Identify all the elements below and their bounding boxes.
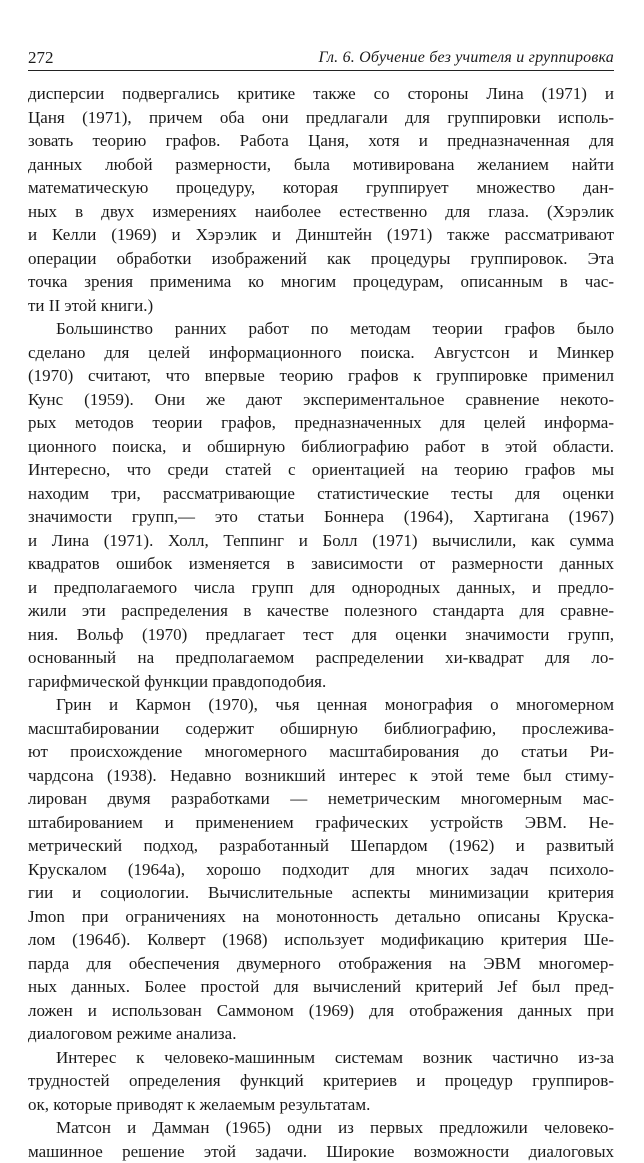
book-page (28, 0, 614, 1000)
text-line: ют происхождение многомерного масштабирования до статьи Ри- (28, 740, 614, 764)
text-line: диалоговом режиме анализа. (28, 1022, 614, 1046)
text-line: точка зрения применима ко многим процедурам, описанным в час- (28, 270, 614, 294)
text-line: ти II этой книги.) (28, 294, 614, 318)
text-line: Грин и Кармон (1970), чья ценная монография о многомерном (28, 693, 614, 717)
text-line: Интерес к человеко-машинным системам возник частично из-за (28, 1046, 614, 1070)
text-line: Интересно, что среди статей с ориентацией на теорию графов мы (28, 458, 614, 482)
text-line: лом (1964б). Колверт (1968) использует модификацию критерия Ше- (28, 928, 614, 952)
text-line: данных любой размерности, была мотивирована желанием найти (28, 153, 614, 177)
text-line: и Келли (1969) и Хэрэлик и Динштейн (1971) также рассматривают (28, 223, 614, 247)
text-line: ных в двух измерениях наиболее естественно для глаза. (Хэрэлик (28, 200, 614, 224)
page-number: 272 (28, 47, 54, 70)
text-line: зовать теорию графов. Работа Цаня, хотя и предназначенная для (28, 129, 614, 153)
text-line: Большинство ранних работ по методам теории графов было (28, 317, 614, 341)
text-line: квадратов ошибок изменяется в зависимости от размерности данных (28, 552, 614, 576)
text-line: Кунс (1959). Они же дают экспериментальное сравнение некото- (28, 388, 614, 412)
text-line: сделано для целей информационного поиска. Августсон и Минкер (28, 341, 614, 365)
text-line: Jmon при ограничениях на монотонность детально описаны Круска- (28, 905, 614, 929)
text-line: трудностей определения функций критериев и процедур группиров- (28, 1069, 614, 1093)
text-line: штабированием и применением графических устройств ЭВМ. Не- (28, 811, 614, 835)
text-line: гии и социологии. Вычислительные аспекты минимизации критерия (28, 881, 614, 905)
text-line: дисперсии подвергались критике также со стороны Лина (1971) и (28, 82, 614, 106)
text-line: ных данных. Более простой для вычислений критерий Jef был пред- (28, 975, 614, 999)
text-line: ционного поиска, и обширную библиографию работ в этой области. (28, 435, 614, 459)
text-line: ок, которые приводят к желаемым результатам. (28, 1093, 614, 1117)
text-line: лирован двумя разработками — неметрическим многомерным мас- (28, 787, 614, 811)
text-line: масштабировании содержит обширную библиографию, прослежива- (28, 717, 614, 741)
text-line: и предполагаемого числа групп для однородных данных, и предло- (28, 576, 614, 600)
text-line: основанный на предполагаемом распределении хи-квадрат для ло- (28, 646, 614, 670)
text-line: жили эти распределения в качестве полезного стандарта для сравне- (28, 599, 614, 623)
text-line: машинное решение этой задачи. Широкие возможности диалоговых (28, 1140, 614, 1163)
text-line: ложен и использован Саммоном (1969) для отображения данных при (28, 999, 614, 1023)
text-line: чардсона (1938). Недавно возникший интерес к этой теме был стиму- (28, 764, 614, 788)
text-line: (1970) считают, что впервые теорию графов к группировке применил (28, 364, 614, 388)
text-line: Цаня (1971), причем оба они предлагали для группировки исполь- (28, 106, 614, 130)
text-line: парда для обеспечения двумерного отображения на ЭВМ многомер- (28, 952, 614, 976)
text-line: Крускалом (1964а), хорошо подходит для многих задач психоло- (28, 858, 614, 882)
text-line: гарифмической функции правдоподобия. (28, 670, 614, 694)
text-line: метрический подход, разработанный Шепардом (1962) и развитый (28, 834, 614, 858)
text-line: и Лина (1971). Холл, Теппинг и Болл (1971) вычислили, как сумма (28, 529, 614, 553)
text-line: ния. Вольф (1970) предлагает тест для оценки значимости групп, (28, 623, 614, 647)
text-line: находим три, рассматривающие статистические тесты для оценки (28, 482, 614, 506)
text-line: Матсон и Дамман (1965) одни из первых предложили человеко- (28, 1116, 614, 1140)
page-header (28, 46, 614, 71)
text-line: операции обработки изображений как процедуры группировок. Эта (28, 247, 614, 271)
text-line: значимости групп,— это статьи Боннера (1964), Хартигана (1967) (28, 505, 614, 529)
text-line: рых методов теории графов, предназначенных для целей информа- (28, 411, 614, 435)
running-head: Гл. 6. Обучение без учителя и группировка (54, 47, 615, 70)
text-line: математическую процедуру, которая группирует множество дан- (28, 176, 614, 200)
body-text (28, 82, 614, 1163)
